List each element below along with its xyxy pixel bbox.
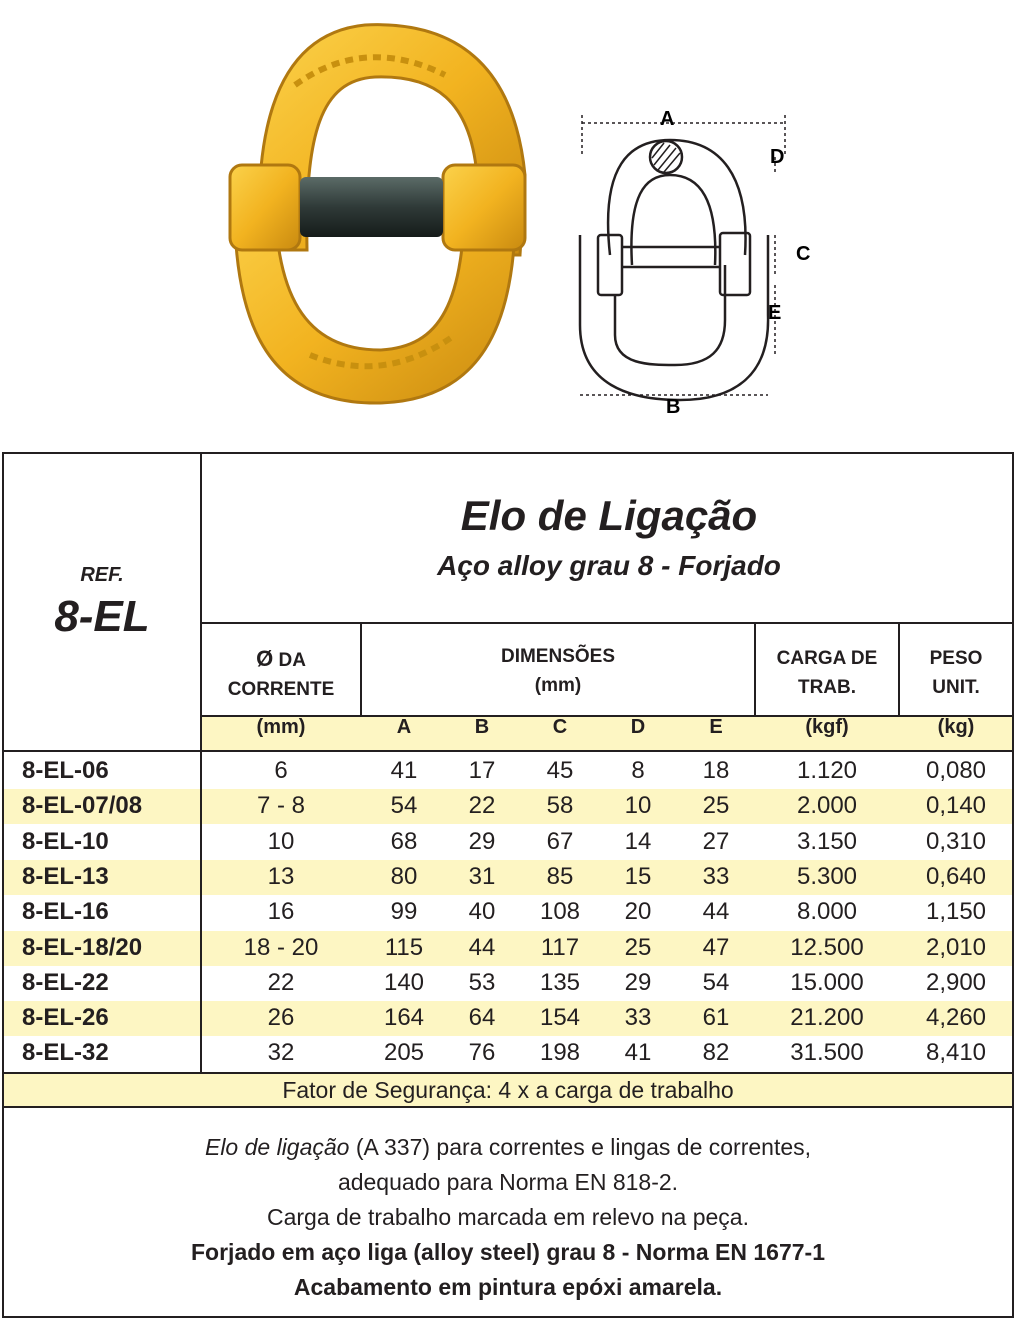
row-d: 14: [624, 827, 652, 855]
row-diam: 18 - 20: [243, 933, 319, 961]
row-load: 5.300: [796, 862, 858, 890]
row-diam: 10: [267, 827, 295, 855]
row-c: 135: [539, 968, 581, 996]
row-d: 15: [624, 862, 652, 890]
row-b: 53: [468, 968, 496, 996]
row-load: 3.150: [796, 827, 858, 855]
row-a: 41: [390, 757, 418, 784]
row-b: 76: [468, 1039, 496, 1067]
row-b: 22: [468, 792, 496, 820]
row-c: 198: [539, 1039, 581, 1067]
row-load: 31.500: [790, 1039, 864, 1067]
row-e: 27: [702, 827, 730, 855]
ref-code: 8-EL: [54, 592, 150, 641]
row-diam: 6: [274, 757, 288, 784]
header-diam-da: DA: [278, 650, 306, 671]
row-diam: 13: [267, 862, 295, 890]
row-a: 99: [390, 898, 418, 926]
row-a: 80: [390, 862, 418, 890]
row-load: 1.120: [796, 757, 858, 784]
row-d: 20: [624, 898, 652, 926]
header-load-line2: TRAB.: [797, 677, 857, 698]
row-diam: 7 - 8: [256, 792, 306, 820]
row-a: 115: [384, 933, 424, 961]
table-row: [4, 966, 1012, 1001]
unit-weight: (kg): [937, 716, 975, 738]
row-d: 29: [624, 968, 652, 996]
header-weight-line2: UNIT.: [932, 677, 980, 698]
dimension-drawing: [570, 95, 830, 425]
row-c: 108: [539, 898, 581, 926]
row-e: 61: [702, 1004, 730, 1032]
row-b: 17: [468, 757, 496, 784]
row-d: 25: [624, 933, 652, 961]
row-weight: 2,900: [925, 968, 987, 996]
header-dims-line2: (mm): [534, 675, 582, 696]
row-d: 8: [631, 757, 645, 784]
diagram-label-e: E: [768, 302, 782, 324]
row-b: 44: [468, 933, 496, 961]
table-row: [4, 1001, 1012, 1036]
row-weight: 0,310: [925, 827, 987, 855]
row-c: 117: [540, 933, 580, 961]
row-code: 8-EL-07/08: [22, 792, 143, 820]
row-weight: 0,640: [925, 862, 987, 890]
table-row: [4, 754, 1012, 789]
unit-diam: (mm): [256, 716, 306, 738]
row-code: 8-EL-18/20: [22, 933, 143, 961]
table-row: [4, 789, 1012, 824]
row-e: 44: [702, 898, 730, 926]
header-working-load: [756, 644, 898, 702]
diagram-label-b: B: [666, 396, 681, 418]
diagram-label-a: A: [660, 108, 675, 130]
header-unit-weight: [900, 644, 1012, 702]
ref-label: REF.: [80, 564, 124, 586]
row-d: 10: [624, 792, 652, 820]
row-a: 164: [383, 1004, 425, 1032]
row-b: 40: [468, 898, 496, 926]
notes-line1: (A 337) para correntes e lingas de correntes,: [349, 1134, 812, 1160]
row-d: 33: [624, 1004, 652, 1032]
notes-line2: adequado para Norma EN 818-2.: [337, 1169, 679, 1195]
row-c: 45: [546, 757, 574, 784]
row-code: 8-EL-16: [22, 898, 109, 926]
row-weight: 0,140: [925, 792, 987, 820]
row-code: 8-EL-22: [22, 968, 109, 996]
row-e: 54: [702, 968, 730, 996]
notes-line3: Carga de trabalho marcada em relevo na peça.: [266, 1204, 749, 1230]
row-code: 8-EL-13: [22, 862, 109, 890]
row-diam: 32: [267, 1039, 295, 1067]
unit-e: E: [709, 716, 723, 738]
safety-factor: Fator de Segurança: 4 x a carga de trabalho: [4, 1074, 1012, 1106]
row-weight: 1,150: [925, 898, 987, 926]
row-c: 58: [546, 792, 574, 820]
row-code: 8-EL-32: [22, 1039, 109, 1067]
row-load: 2.000: [796, 792, 858, 820]
row-weight: 0,080: [925, 757, 987, 784]
row-c: 154: [539, 1004, 581, 1032]
row-load: 15.000: [790, 968, 864, 996]
row-e: 47: [702, 933, 730, 961]
product-photo: [215, 5, 545, 415]
unit-b: B: [474, 716, 490, 738]
row-b: 31: [468, 862, 496, 890]
row-diam: 22: [267, 968, 295, 996]
notes-line5: Acabamento em pintura epóxi amarela.: [293, 1274, 723, 1300]
table-row: [4, 931, 1012, 966]
table-row: [4, 860, 1012, 895]
spec-table: [2, 452, 1014, 1318]
row-weight: 8,410: [925, 1039, 987, 1067]
row-e: 25: [702, 792, 730, 820]
row-d: 41: [624, 1039, 652, 1067]
table-row: [4, 1036, 1012, 1071]
row-load: 12.500: [790, 933, 864, 961]
header-dimensions: [362, 642, 754, 700]
diagram-label-d: D: [770, 146, 785, 168]
header-load-line1: CARGA DE: [776, 648, 878, 669]
table-row: [4, 825, 1012, 860]
row-code: 8-EL-26: [22, 1004, 109, 1032]
unit-a: A: [396, 716, 412, 738]
table-row: [4, 895, 1012, 930]
notes-line1-italic: Elo de ligação: [204, 1134, 350, 1160]
row-load: 8.000: [796, 898, 858, 926]
unit-d: D: [630, 716, 646, 738]
row-diam: 26: [267, 1004, 295, 1032]
row-c: 67: [546, 827, 574, 855]
row-load: 21.200: [790, 1004, 864, 1032]
product-notes: [4, 1130, 1012, 1305]
row-e: 18: [702, 757, 730, 784]
row-a: 54: [390, 792, 418, 820]
unit-load: (kgf): [805, 716, 849, 738]
diagram-label-c: C: [796, 243, 811, 265]
header-diam-line2: CORRENTE: [227, 679, 335, 700]
row-a: 140: [383, 968, 425, 996]
row-weight: 2,010: [925, 933, 987, 961]
notes-line4: Forjado em aço liga (alloy steel) grau 8 - Norma EN 1677-1: [191, 1239, 825, 1265]
header-chain-diameter: [202, 644, 360, 704]
row-code: 8-EL-10: [22, 827, 109, 855]
diameter-symbol: Ø: [256, 646, 274, 671]
header-weight-line1: PESO: [929, 648, 983, 669]
row-weight: 4,260: [925, 1004, 987, 1032]
row-a: 68: [390, 827, 418, 855]
product-title: Elo de Ligação: [460, 492, 758, 539]
row-b: 29: [468, 827, 496, 855]
row-e: 82: [702, 1039, 730, 1067]
row-a: 205: [383, 1039, 425, 1067]
product-subtitle: Aço alloy grau 8 - Forjado: [437, 550, 781, 581]
row-b: 64: [468, 1004, 496, 1032]
unit-c: C: [552, 716, 568, 738]
header-dims-line1: DIMENSÕES: [500, 646, 616, 667]
row-e: 33: [702, 862, 730, 890]
row-diam: 16: [267, 898, 295, 926]
row-c: 85: [546, 862, 574, 890]
row-code: 8-EL-06: [22, 757, 109, 784]
